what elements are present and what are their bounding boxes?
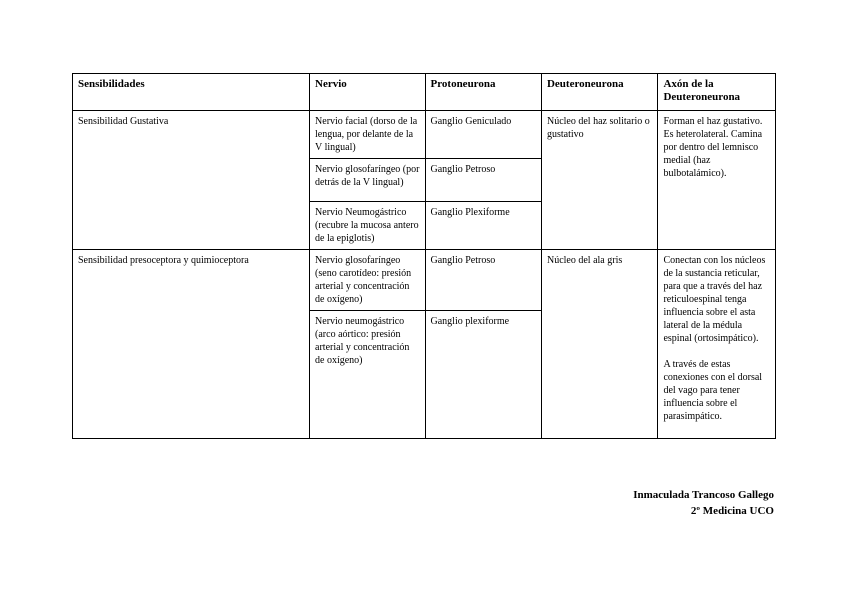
group-name-gustativa: Sensibilidad Gustativa [73, 111, 310, 250]
axon-cell [658, 250, 776, 439]
author-block [633, 487, 774, 519]
protoneurona-cell: Ganglio Petroso [425, 159, 541, 202]
group-name-presoceptora: Sensibilidad presoceptora y quimioceptora [73, 250, 310, 439]
header-axon: Axón de la Deuteroneurona [658, 74, 776, 111]
header-nervio: Nervio [310, 74, 425, 111]
nervio-cell: Nervio glosofaríngeo (seno carotídeo: presión arterial y concentración de oxígeno) [310, 250, 425, 311]
protoneurona-cell: Ganglio Plexiforme [425, 202, 541, 250]
deuteroneurona-cell: Núcleo del ala gris [541, 250, 657, 439]
nervio-cell: Nervio glosofaríngeo (por detrás de la V lingual) [310, 159, 425, 202]
header-protoneurona: Protoneurona [425, 74, 541, 111]
protoneurona-cell: Ganglio plexiforme [425, 311, 541, 439]
header-deuteroneurona: Deuteroneurona [541, 74, 657, 111]
table-row [73, 111, 776, 159]
axon-cell [658, 111, 776, 250]
table-row [73, 250, 776, 311]
nervio-cell: Nervio Neumogástrico (recubre la mucosa antero de la epiglotis) [310, 202, 425, 250]
protoneurona-cell: Ganglio Geniculado [425, 111, 541, 159]
nervio-cell: Nervio neumogástrico (arco aórtico: presión arterial y concentración de oxígeno) [310, 311, 425, 439]
course-name: 2º Medicina UCO [690, 505, 774, 517]
deuteroneurona-cell: Núcleo del haz solitario o gustativo [541, 111, 657, 250]
protoneurona-cell: Ganglio Petroso [425, 250, 541, 311]
nervio-cell: Nervio facial (dorso de la lengua, por delante de la V lingual) [310, 111, 425, 159]
axon-paragraph: A través de estas conexiones con el dorsal del vago para tener influencia sobre el parasimpático. [663, 359, 763, 422]
axon-paragraph: Conectan con los núcleos de la sustancia reticular, para que a través del haz reticuloespinal tenga influencia sobre el asta lateral de la médula espinal (ortosimpático). [663, 255, 766, 344]
sensibilities-table [72, 73, 776, 439]
author-name: Inmaculada Trancoso Gallego [633, 489, 774, 501]
header-sensibilidades: Sensibilidades [73, 74, 310, 111]
table-header-row [73, 74, 776, 111]
axon-paragraph: Forman el haz gustativo. Es heterolateral. Camina por dentro del lemnisco medial (haz bulbotalámico). [663, 116, 763, 179]
